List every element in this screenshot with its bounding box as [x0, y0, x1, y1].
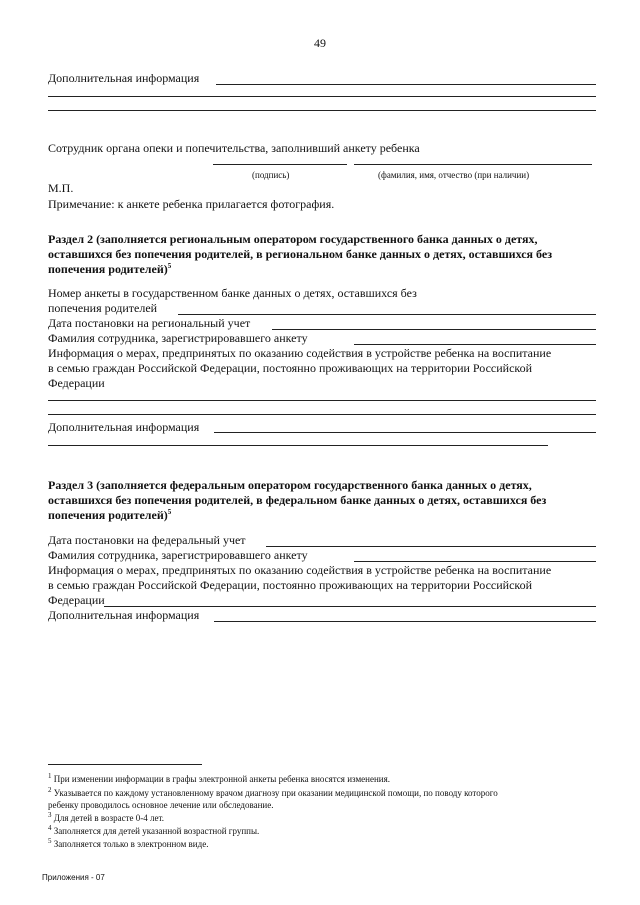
- section2-q-measures-line1: Информация о мерах, предпринятых по оказанию содействия в устройстве ребенка на воспитание: [48, 346, 552, 360]
- page-footer: Приложения - 07: [42, 873, 105, 882]
- section2-employee-field[interactable]: [354, 344, 596, 345]
- photo-note: Примечание: к анкете ребенка прилагается фотография.: [48, 197, 335, 211]
- section3-additional-field[interactable]: [214, 621, 596, 622]
- section3-heading-line2: оставшихся без попечения родителей, в федеральном банке данных о детях, оставшихся без: [48, 493, 547, 507]
- section2-date-field[interactable]: [272, 329, 596, 330]
- section2-additional-field[interactable]: [214, 432, 596, 433]
- footnote-3: $^3$ Для детей в возрасте 0-4 лет.: [48, 811, 164, 823]
- section3-q-measures-line2: в семью граждан Российской Федерации, постоянно проживающих на территории Российской: [48, 578, 533, 592]
- section2-measures-field-1[interactable]: [48, 400, 596, 401]
- seal-mark: М.П.: [48, 181, 74, 195]
- footnote-1: $^1$ При изменении информации в графы электронной анкеты ребенка вносятся изменения.: [48, 772, 390, 784]
- section2-additional-line-2[interactable]: [48, 445, 548, 446]
- section2-q-additional: Дополнительная информация: [48, 420, 200, 434]
- additional-info-line-3[interactable]: [48, 110, 596, 111]
- section3-q-measures-line1: Информация о мерах, предпринятых по оказанию содействия в устройстве ребенка на воспитание: [48, 563, 552, 577]
- section2-q-measures-line3: Федерации: [48, 376, 105, 390]
- section3-q-additional: Дополнительная информация: [48, 608, 200, 622]
- footnote-5: $^5$ Заполняется только в электронном виде.: [48, 837, 209, 849]
- official-label: Сотрудник органа опеки и попечительства, заполнивший анкету ребенка: [48, 141, 420, 155]
- section3-measures-field[interactable]: [104, 606, 596, 607]
- footnote-2: $^2$ Указывается по каждому установленному врачом диагнозу при оказании медицинской помощи, по поводу которого: [48, 786, 498, 798]
- additional-info-line-2[interactable]: [48, 96, 596, 97]
- section2-heading-line1: Раздел 2 (заполняется региональным оператором государственного банка данных о детях,: [48, 232, 538, 246]
- section2-q-date: Дата постановки на региональный учет: [48, 316, 251, 330]
- section3-q-date: Дата постановки на федеральный учет: [48, 533, 246, 547]
- section3-heading-line3: попечения родителей)$^5$: [48, 508, 172, 522]
- section2-heading-footnote-ref: 5: [167, 262, 172, 270]
- additional-info-field[interactable]: [216, 84, 596, 85]
- section2-q-employee: Фамилия сотрудника, зарегистрировавшего анкету: [48, 331, 308, 345]
- section2-number-field[interactable]: [178, 314, 596, 315]
- section3-q-employee: Фамилия сотрудника, зарегистрировавшего анкету: [48, 548, 308, 562]
- footnote-4: $^4$ Заполняется для детей указанной возрастной группы.: [48, 824, 260, 836]
- section3-heading-line1: Раздел 3 (заполняется федеральным оператором государственного банка данных о детях,: [48, 478, 532, 492]
- section2-heading-line2: оставшихся без попечения родителей, в региональном банке данных о детях, оставшихся без: [48, 247, 553, 261]
- signature-caption: (подпись): [252, 170, 290, 180]
- section2-q-measures-line2: в семью граждан Российской Федерации, постоянно проживающих на территории Российской: [48, 361, 533, 375]
- section2-q-number-line1: Номер анкеты в государственном банке данных о детях, оставшихся без: [48, 286, 417, 300]
- page-number: 49: [314, 36, 326, 50]
- full-name-caption: (фамилия, имя, отчество (при наличии): [378, 170, 530, 180]
- signature-field[interactable]: [213, 164, 347, 165]
- section2-heading-line3: попечения родителей)$^5$: [48, 262, 172, 276]
- section3-employee-field[interactable]: [354, 561, 596, 562]
- section3-q-measures-line3: Федерации: [48, 593, 105, 607]
- section3-heading-footnote-ref: 5: [167, 508, 172, 516]
- additional-info-label: Дополнительная информация: [48, 71, 200, 85]
- full-name-field[interactable]: [354, 164, 592, 165]
- section2-q-number-line2: попечения родителей: [48, 301, 158, 315]
- footnote-2-continuation: ребенку проводилось основное лечение или обследование.: [48, 800, 274, 810]
- section3-date-field[interactable]: [266, 546, 596, 547]
- section2-measures-field-2[interactable]: [48, 414, 596, 415]
- footnote-divider: [48, 764, 202, 765]
